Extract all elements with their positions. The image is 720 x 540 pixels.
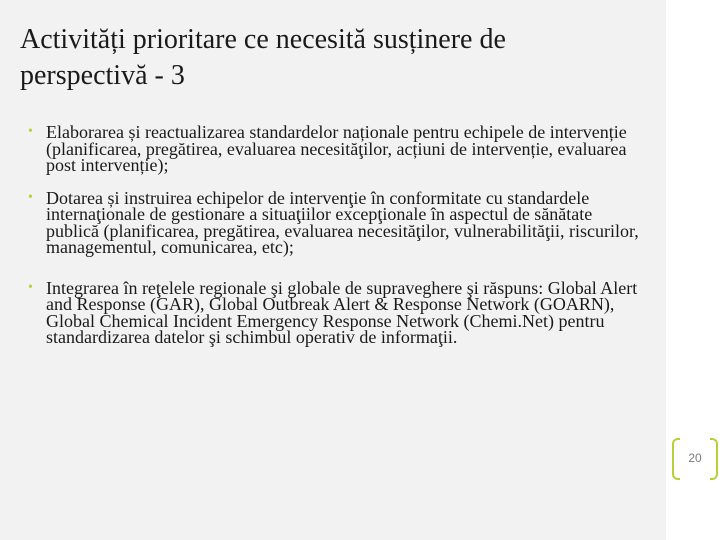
- bullet-item: [28, 277, 640, 347]
- bullet-item: [28, 124, 640, 174]
- page-number: 20: [688, 451, 702, 465]
- slide-title: Activități prioritare ce necesită susținere de perspectivă - 3: [20, 24, 506, 91]
- bullet-text: Dotarea și instruirea echipelor de intervenţie în conformitate cu standardele internaţionale de gestionare a situaţiilor excepţionale în aspectul de sănătate publică (planificarea, pregătirea, evaluarea necesităţilor, vulnerabilităţii, riscurilor, managementul, comunicarea, etc);: [46, 187, 639, 257]
- bullet-text: Elaborarea și reactualizarea standardelor naționale pentru echipele de intervenție (planificarea, pregătirea, evaluarea necesităţilor, acțiuni de intervenție, evaluarea post intervenție);: [46, 122, 627, 175]
- bullet-text: Integrarea în reţelele regionale şi globale de supraveghere şi răspuns: Global Alert and Response (GAR), Global Outbreak Alert & Response Network (GOARN), Global Chemical Incident Emergency Response Network (Chemi.Net) pentru standardizarea datelor şi schimbul operativ de informaţii.: [46, 277, 638, 347]
- page-number-badge: [672, 438, 718, 478]
- bullet-list: [28, 120, 640, 346]
- bullet-dot-icon: •: [28, 124, 33, 139]
- bullet-dot-icon: •: [28, 189, 33, 205]
- bullet-dot-icon: •: [28, 279, 33, 295]
- bullet-item: [28, 187, 640, 257]
